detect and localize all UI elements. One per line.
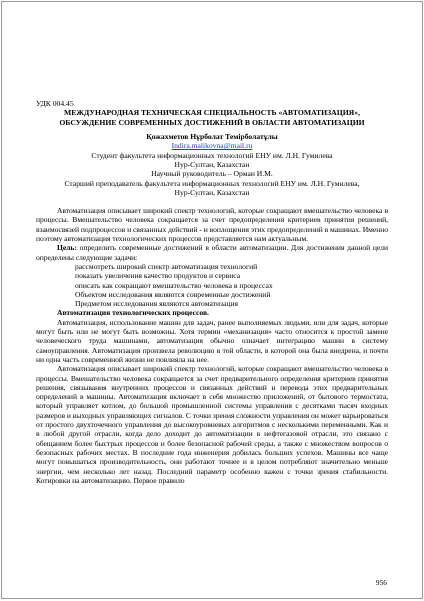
article-body: [36, 99, 388, 485]
list-item: Предметом исследования являются автоматизация: [75, 299, 239, 309]
document-page: [1, 1, 423, 599]
author-email-line: [36, 141, 388, 150]
udk-code: УДК 004.45: [36, 99, 74, 108]
list-item: показать увеличения качество продуктов и сервиса: [75, 271, 241, 281]
supervisor-location: Нур-Султан, Казахстан: [174, 187, 250, 197]
author-name: Қожахметов Нұрболат Темірболатұлы: [146, 132, 278, 142]
list-item: рассмотреть широкий спектр автоматизация технологий: [75, 261, 258, 271]
section-heading: Автоматизация технологических процессов.: [57, 308, 209, 318]
intro-paragraph: Автоматизация описывает широкий спектр технологий, которые сокращают вмешательство человека в процессы. Вмешательство человека сокращается за счет предопределения критериев принятия решений, взаимосвязей подпроцессов и связанных действий - и воплощения этих предопределений в машинах. Именно поэтому автоматизация технологических процессов представляется нам актуальным.: [36, 206, 388, 244]
goal-label: Цель:: [57, 243, 77, 253]
page-number: 956: [375, 578, 387, 587]
author-email-link[interactable]: Indira.malikovna@mail.ru: [171, 141, 253, 151]
list-item: описать как сокращают вмешательство человека в процессах: [75, 280, 273, 290]
body-paragraph-2: Автоматизация описывает широкий спектр технологий, которые сокращают вмешательство человека в процессы. Вмешательство человека сокращается за счет предварительного определения критериев принятия решения, связывания внутренних процессов и связанных действий и перевода этих предварительных определений в машины. Автоматизация включает в себя множество приложений, от бытового термостата, который управляет котлом, до большой промышленной системы управления с десятками тысяч входных размеров и выходных управляющих сигналов. С точки зрения сложности управления он может варьироваться от простого двухточечного управления до высокоуровневых алгоритмов с несколькими переменными. Как и в любой другой отрасли, когда дело доходит до автоматизации в нефтегазовой отрасли, это связано с обещанием более быстрых процессов и более безопасной рабочей среды, а также с множеством вопросов о безопасных рабочих местах. В последние года инженерия добилась больших успехов. Машины все чаще могут повышаться производительность, они работают точнее и в целом потребляют значительно меньше энергии, чем несколько лет назад. Последний параметр особенно важен с точки зрения стабильности. Котировки на автоматизацию. Первое правило: [36, 364, 388, 485]
spacer: [36, 197, 388, 206]
author-affiliation: Студент факультета информационных технологий ЕНУ им. Л.Н. Гумилева: [91, 150, 333, 160]
task-list: [36, 262, 388, 308]
list-item: Объектом исследования являются современные достижений: [75, 289, 271, 299]
goal-text: определить современные достижений в области автоматизации. Для достижения данной цели определены следующие задачи:: [36, 243, 388, 262]
supervisor-line: Научный руководитель – Орман И.М.: [151, 169, 273, 179]
goal-paragraph: [36, 243, 388, 262]
supervisor-affiliation: Старший преподаватель факультета информационных технологий ЕНУ им. Л.Н. Гумилева,: [64, 178, 360, 188]
author-location: Нур-Султан, Казахстан: [174, 160, 250, 169]
article-title-line-1: МЕЖДУНАРОДНАЯ ТЕХНИЧЕСКАЯ СПЕЦИАЛЬНОСТЬ «АВТОМАТИЗАЦИЯ»,: [63, 108, 361, 118]
article-title-line-2: ОБСУЖДЕНИЕ СОВРЕМЕННЫХ ДОСТИЖЕНИЙ В ОБЛАСТИ АВТОМАТИЗАЦИИ: [59, 117, 365, 127]
body-paragraph-1: Автоматизация, использование машин для задач, ранее выполняемых людьми, или для задач, которые могут быть или не могут быть возможны. Хотя термин «механизация» часто относится к простой замене человеческого труда машинами, автоматизация обычно означает интеграцию машин в систему самоуправления. Автоматизация произвела революцию в той области, в которой она была внедрена, и почти ни одна часть современной жизни не повлияла на нее.: [36, 317, 388, 364]
